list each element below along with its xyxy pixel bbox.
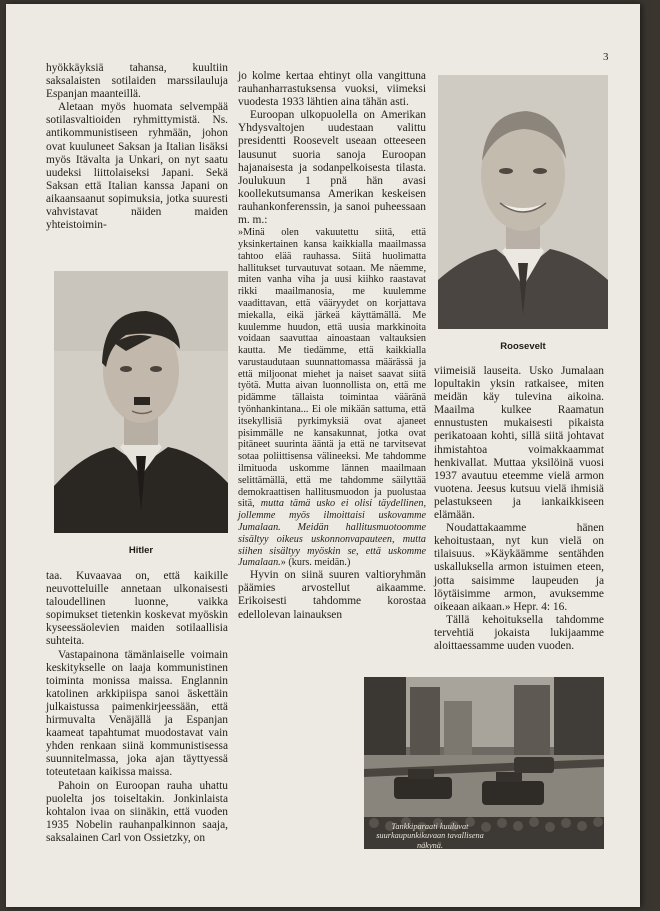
quote-italic-text: mutta tämä usko ei olisi täydellinen, jollemme myös ilmoittaisi uskovamme Jumalaan. Meidän hallitusmuotoomme sisältyy oikeus uskonnonvapauteen, mutta siihen sisältyy myöskin se, että uskomme Jumalaan.: [238, 498, 427, 569]
column-1-top: [46, 62, 228, 232]
quote-ending: » (kurs. meidän.): [280, 557, 351, 569]
column-2: [238, 70, 426, 622]
paragraph: Tällä kehoituksella tahdomme tervehtiä jokaista lukijaamme aloittaessamme uuden vuoden.: [434, 613, 604, 652]
paragraph: hyökkäyksiä tahansa, kuultiin saksalaisten sotilaiden marssilauluja Espanjan maanteillä.: [46, 62, 228, 101]
paragraph: viimeisiä lauseita. Usko Jumalaan lopultakin yksin ratkaisee, miten meidän käy tulevina aikoina. Maailma kulkee Raamatun ennustusten mukaisesti pikaista perikatoaan kohti, sillä siitä johtavat ihmistahtoa voimakkaammat henkivallat. Muttaa yksilöinä vuosi 1937 avautuu eteemme vielä armon vuotena. Jeesus kutsuu vielä ihmisiä pelastukseen ja iankaikkiseen elämään.: [434, 365, 604, 522]
hitler-caption: Hitler: [128, 545, 154, 556]
hitler-photo: [54, 271, 228, 533]
page-number: 3: [603, 51, 609, 63]
roosevelt-caption: Roosevelt: [500, 341, 546, 352]
column-1-bottom: [46, 570, 228, 845]
paragraph: Noudattakaamme hänen kehoitustaan, nyt kun vielä on tilaisuus. »Käykäämme sentähden uskalluksella armon istuimen eteen, jotta saisimme laupeuden ja löytäisimme armon, avuksemme oikeaan aikaan.» Hepr. 4: 16.: [434, 522, 604, 613]
tank-parade-caption: Tankkiparaati kuuluvat suurkaupunkikuvaan tavallisena näkynä.: [376, 822, 484, 850]
paragraph: Pahoin on Euroopan rauha uhattu puolelta jos toiseltakin. Jonkinlaista kohtalon ivaa on siinäkin, että vuoden 1935 Nobelin rauhanpalkinnon saaja, saksalainen Carl von Ossietzky, on: [46, 779, 228, 844]
paragraph: Hyvin on siinä suuren valtioryhmän päämies arvostellut aikaamme. Erikoisesti tahdomme korostaa edellolevan lainauksen: [238, 569, 426, 621]
magazine-page: [6, 4, 640, 907]
paragraph: Aletaan myös huomata selvempää sotilasvaltioiden ryhmittymistä. Ns. antikommunistiseen ryhmään, johon ovat kuuluneet Saksan ja Italian lisäksi myös Itävalta ja Unkari, on nyt saatu uudeksi liittolaiseksi Japani. Sekä Saksan että Italian kanssa Japani on aikaansaanut sopimuksia, jotka suuresti vahvistavat näiden maiden yhteistoimin-: [46, 101, 228, 232]
paragraph: Euroopan ulkopuolella on Amerikan Yhdysvaltojen uudestaan valittu presidentti Roosevelt useaan otteeseen lausunut suoria sanoja Euroopan hajanaisesta ja sodanpelkoisesta tilasta. Joulukuun 1 pnä hän avasi koollekutsumansa Amerikan keskeisen rauhankonferenssin, ja sanoi puheessaan m. m.:: [238, 109, 426, 227]
paragraph: jo kolme kertaa ehtinyt olla vangittuna rauhanharrastuksensa vuoksi, viimeksi vuodesta 1933 lähtien aina tähän asti.: [238, 70, 426, 109]
paragraph: taa. Kuvaavaa on, että kaikille neuvotteluille annetaan ulkonaisesti taloudellinen luonne, vaikka sopimukset tietenkin koskevat myöskin kyseessäolevien maiden sotilaallisia suhteita.: [46, 570, 228, 648]
roosevelt-photo: [438, 75, 608, 329]
roosevelt-quote: [238, 227, 426, 569]
paragraph: Vastapainona tämänlaiselle voimain keskitykselle on laaja kommunistinen toiminta monissa maissa. Englannin katolinen arkkipiispa sanoi äskettäin julkaistussa paimenkirjeessään, että hirmuvalta Venäjällä ja Espanjan kaameat tapahtumat muodostavat vain yhden renkaan siinä kommunistisessa suunnitelmassa, joka ajan täyttyessä toteutetaan kaikissa maissa.: [46, 648, 228, 779]
column-3: [434, 365, 604, 653]
quote-text: »Minä olen vakuutettu siitä, että yksinkertainen kansa kaikkialla maailmassa tahtoo elää rauhassa. Siitä huolimatta hallitukset turvautuvat sotaan. Me näemme, miten vanha viha ja uusi kiihko raastavat rikki maailmanosia, me kuulemme vaadittavan, että vääryydet on korjattava miekalla, eikä järkeä käyttämällä. Me kuulemme huudon, että uusia markkinoita voidaan saavuttaa ainoastaan valtauksien kautta. Me tiedämme, että kaikkialla varustaudutaan suunnattomassa määrässä ja että miljoonat miehet ja naiset saavat siitä työtä. Mutta aivan luonnollista on, että me pidämme tällaista toimintaa vääränä työnhankintana... Ei ole mikään sattuma, että itsekyllisiä pyrkimyksiä ovat ajaneet pisimmälle ne kansakunnat, jotka ovat pitäneet suurinta ääntä ja että ne tarvitsevat sotaa poliittisensa välineeksi. Me tahdomme ilmituoda uskomme lännen maailmaan selittämällä, että me tahdomme säilyttää demokraattisen hallitusmuodon ja puolustaa sitä,: [238, 227, 426, 510]
